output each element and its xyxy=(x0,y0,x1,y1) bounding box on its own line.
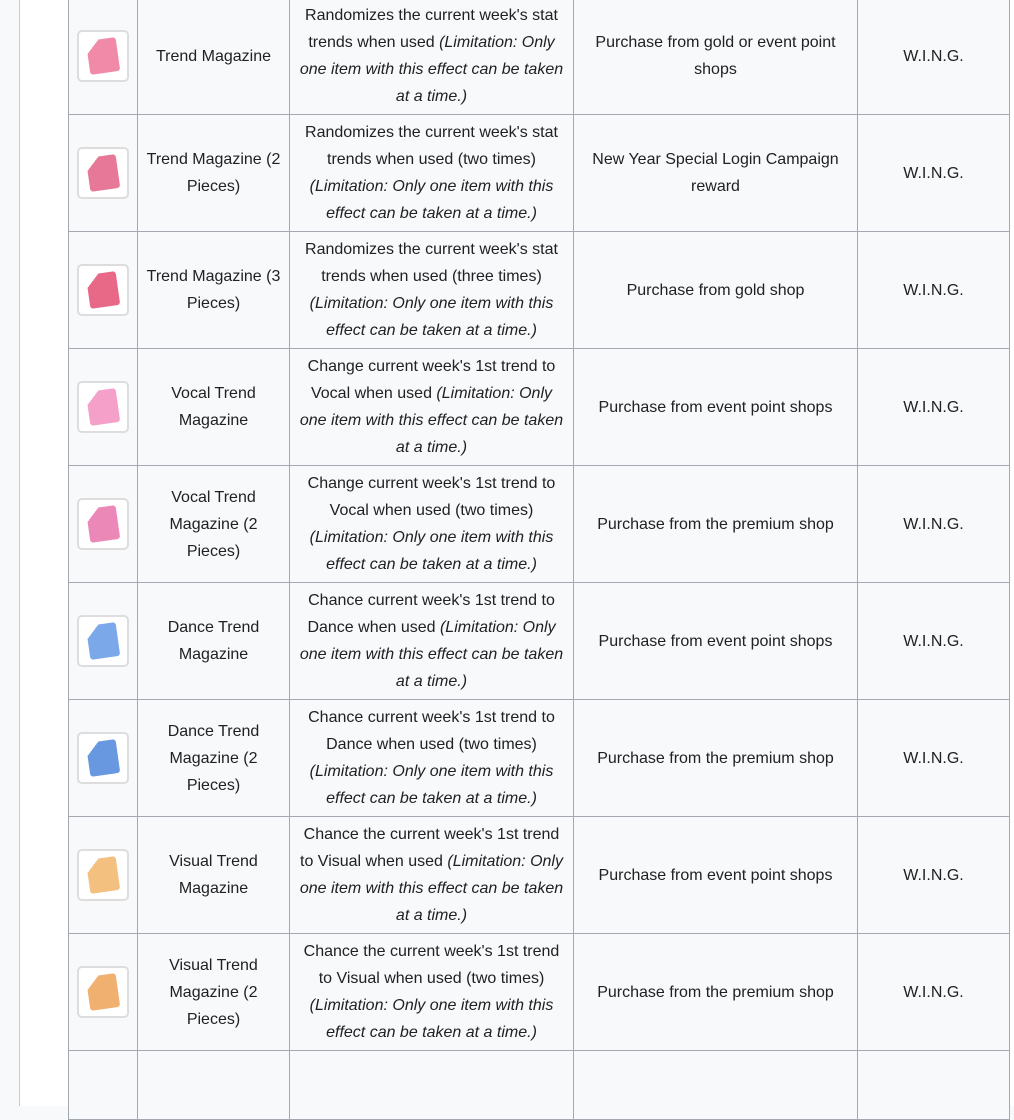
magazine-image xyxy=(86,154,120,192)
trend-magazine-icon[interactable] xyxy=(77,30,129,82)
table-row xyxy=(69,1051,1010,1120)
game-text: W.I.N.G. xyxy=(903,515,964,533)
item-effect xyxy=(290,934,574,1051)
icon-cell xyxy=(69,466,138,583)
icon-cell xyxy=(69,583,138,700)
source-text: Purchase from the premium shop xyxy=(597,749,834,767)
item-effect xyxy=(290,817,574,934)
item-game xyxy=(858,817,1010,934)
magazine-image xyxy=(86,505,120,543)
effect-text: Randomizes the current week's stat trends when used xyxy=(305,7,558,51)
item-effect xyxy=(290,232,574,349)
table-row xyxy=(69,700,1010,817)
visual-trend-magazine-2-icon[interactable] xyxy=(77,966,129,1018)
item-name xyxy=(138,700,290,817)
item-game xyxy=(858,934,1010,1051)
table-row xyxy=(69,817,1010,934)
item-game xyxy=(858,0,1010,115)
item-game xyxy=(858,700,1010,817)
item-effect xyxy=(290,466,574,583)
item-game xyxy=(858,232,1010,349)
limitation-text: (Limitation: Only one item with this effect can be taken at a time.) xyxy=(299,34,564,105)
game-text: W.I.N.G. xyxy=(903,398,964,416)
item-name xyxy=(138,583,290,700)
item-effect xyxy=(290,0,574,115)
game-text: W.I.N.G. xyxy=(903,749,964,767)
item-effect xyxy=(290,115,574,232)
item-name-text: Trend Magazine (3 Pieces) xyxy=(146,268,281,312)
item-effect xyxy=(290,700,574,817)
item-name-text: Dance Trend Magazine (2 Pieces) xyxy=(167,722,260,794)
icon-cell xyxy=(69,700,138,817)
source-text: Purchase from event point shops xyxy=(598,866,833,884)
item-source xyxy=(574,115,858,232)
effect-text: Randomizes the current week's stat trends when used (two times) xyxy=(305,124,558,168)
magazine-image xyxy=(86,271,120,309)
effect-text: Change current week's 1st trend to Vocal when used xyxy=(307,358,556,402)
limitation-text: (Limitation: Only one item with this effect can be taken at a time.) xyxy=(309,295,554,339)
effect-text: Chance the current week's 1st trend to Visual when used xyxy=(300,826,560,870)
table-row xyxy=(69,934,1010,1051)
effect-text: Randomizes the current week's stat trends when used (three times) xyxy=(305,241,558,285)
table-row xyxy=(69,466,1010,583)
item-name xyxy=(138,934,290,1051)
item-name-text: Visual Trend Magazine (2 Pieces) xyxy=(169,956,258,1028)
item-source xyxy=(574,466,858,583)
magazine-image xyxy=(86,37,120,75)
item-name-text: Visual Trend Magazine xyxy=(169,853,258,897)
game-text: W.I.N.G. xyxy=(903,47,964,65)
item-game xyxy=(858,349,1010,466)
limitation-text: (Limitation: Only one item with this effect can be taken at a time.) xyxy=(309,997,554,1041)
item-name xyxy=(138,349,290,466)
item-name-text: Dance Trend Magazine xyxy=(167,619,260,663)
item-source xyxy=(574,0,858,115)
item-name xyxy=(138,115,290,232)
limitation-text: (Limitation: Only one item with this effect can be taken at a time.) xyxy=(309,529,554,573)
item-game xyxy=(858,583,1010,700)
table-row xyxy=(69,232,1010,349)
magazine-image xyxy=(86,388,120,426)
visual-trend-magazine-icon[interactable] xyxy=(77,849,129,901)
game-text: W.I.N.G. xyxy=(903,632,964,650)
item-name xyxy=(138,817,290,934)
limitation-text: (Limitation: Only one item with this effect can be taken at a time.) xyxy=(309,178,554,222)
items-table xyxy=(68,0,1010,1120)
item-name-text: Vocal Trend Magazine (2 Pieces) xyxy=(169,488,258,560)
item-effect xyxy=(290,349,574,466)
item-name xyxy=(138,232,290,349)
magazine-image xyxy=(86,856,120,894)
item-effect xyxy=(290,583,574,700)
item-name-text: Trend Magazine (2 Pieces) xyxy=(146,151,281,195)
item-source xyxy=(574,583,858,700)
icon-cell xyxy=(69,349,138,466)
item-source xyxy=(574,934,858,1051)
effect-text: Change current week's 1st trend to Vocal when used (two times) xyxy=(307,475,556,519)
icon-cell xyxy=(69,0,138,115)
magazine-image xyxy=(86,973,120,1011)
item-name xyxy=(138,466,290,583)
source-text: New Year Special Login Campaign reward xyxy=(592,151,839,195)
trend-magazine-2-icon[interactable] xyxy=(77,147,129,199)
game-text: W.I.N.G. xyxy=(903,164,964,182)
icon-cell xyxy=(69,115,138,232)
icon-cell xyxy=(69,934,138,1051)
item-game xyxy=(858,115,1010,232)
item-name-text: Trend Magazine xyxy=(155,47,272,65)
content-area xyxy=(19,0,1014,1106)
item-source xyxy=(574,817,858,934)
table-row xyxy=(69,349,1010,466)
vocal-trend-magazine-icon[interactable] xyxy=(77,381,129,433)
item-source xyxy=(574,232,858,349)
icon-cell xyxy=(69,232,138,349)
item-source xyxy=(574,349,858,466)
magazine-image xyxy=(86,739,120,777)
item-game xyxy=(858,466,1010,583)
source-text: Purchase from event point shops xyxy=(598,632,833,650)
item-name xyxy=(138,0,290,115)
limitation-text: (Limitation: Only one item with this effect can be taken at a time.) xyxy=(309,763,554,807)
source-text: Purchase from gold shop xyxy=(626,281,805,299)
game-text: W.I.N.G. xyxy=(903,281,964,299)
source-text: Purchase from the premium shop xyxy=(597,515,834,533)
vocal-trend-magazine-2-icon[interactable] xyxy=(77,498,129,550)
table-row xyxy=(69,0,1010,115)
magazine-image xyxy=(86,622,120,660)
limitation-text: (Limitation: Only one item with this effect can be taken at a time.) xyxy=(299,853,564,924)
item-name-text: Vocal Trend Magazine xyxy=(171,385,256,429)
game-text: W.I.N.G. xyxy=(903,983,964,1001)
source-text: Purchase from gold or event point shops xyxy=(595,34,836,78)
limitation-text: (Limitation: Only one item with this effect can be taken at a time.) xyxy=(299,619,564,690)
effect-text: Chance current week's 1st trend to Dance when used xyxy=(307,592,555,636)
table-row xyxy=(69,583,1010,700)
icon-cell xyxy=(69,817,138,934)
dance-trend-magazine-2-icon[interactable] xyxy=(77,732,129,784)
effect-text: Chance current week's 1st trend to Dance when used (two times) xyxy=(308,709,555,753)
effect-text: Chance the current week's 1st trend to Visual when used (two times) xyxy=(303,943,560,987)
source-text: Purchase from event point shops xyxy=(598,398,833,416)
trend-magazine-3-icon[interactable] xyxy=(77,264,129,316)
limitation-text: (Limitation: Only one item with this effect can be taken at a time.) xyxy=(299,385,564,456)
table-row xyxy=(69,115,1010,232)
game-text: W.I.N.G. xyxy=(903,866,964,884)
item-source xyxy=(574,700,858,817)
source-text: Purchase from the premium shop xyxy=(597,983,834,1001)
dance-trend-magazine-icon[interactable] xyxy=(77,615,129,667)
